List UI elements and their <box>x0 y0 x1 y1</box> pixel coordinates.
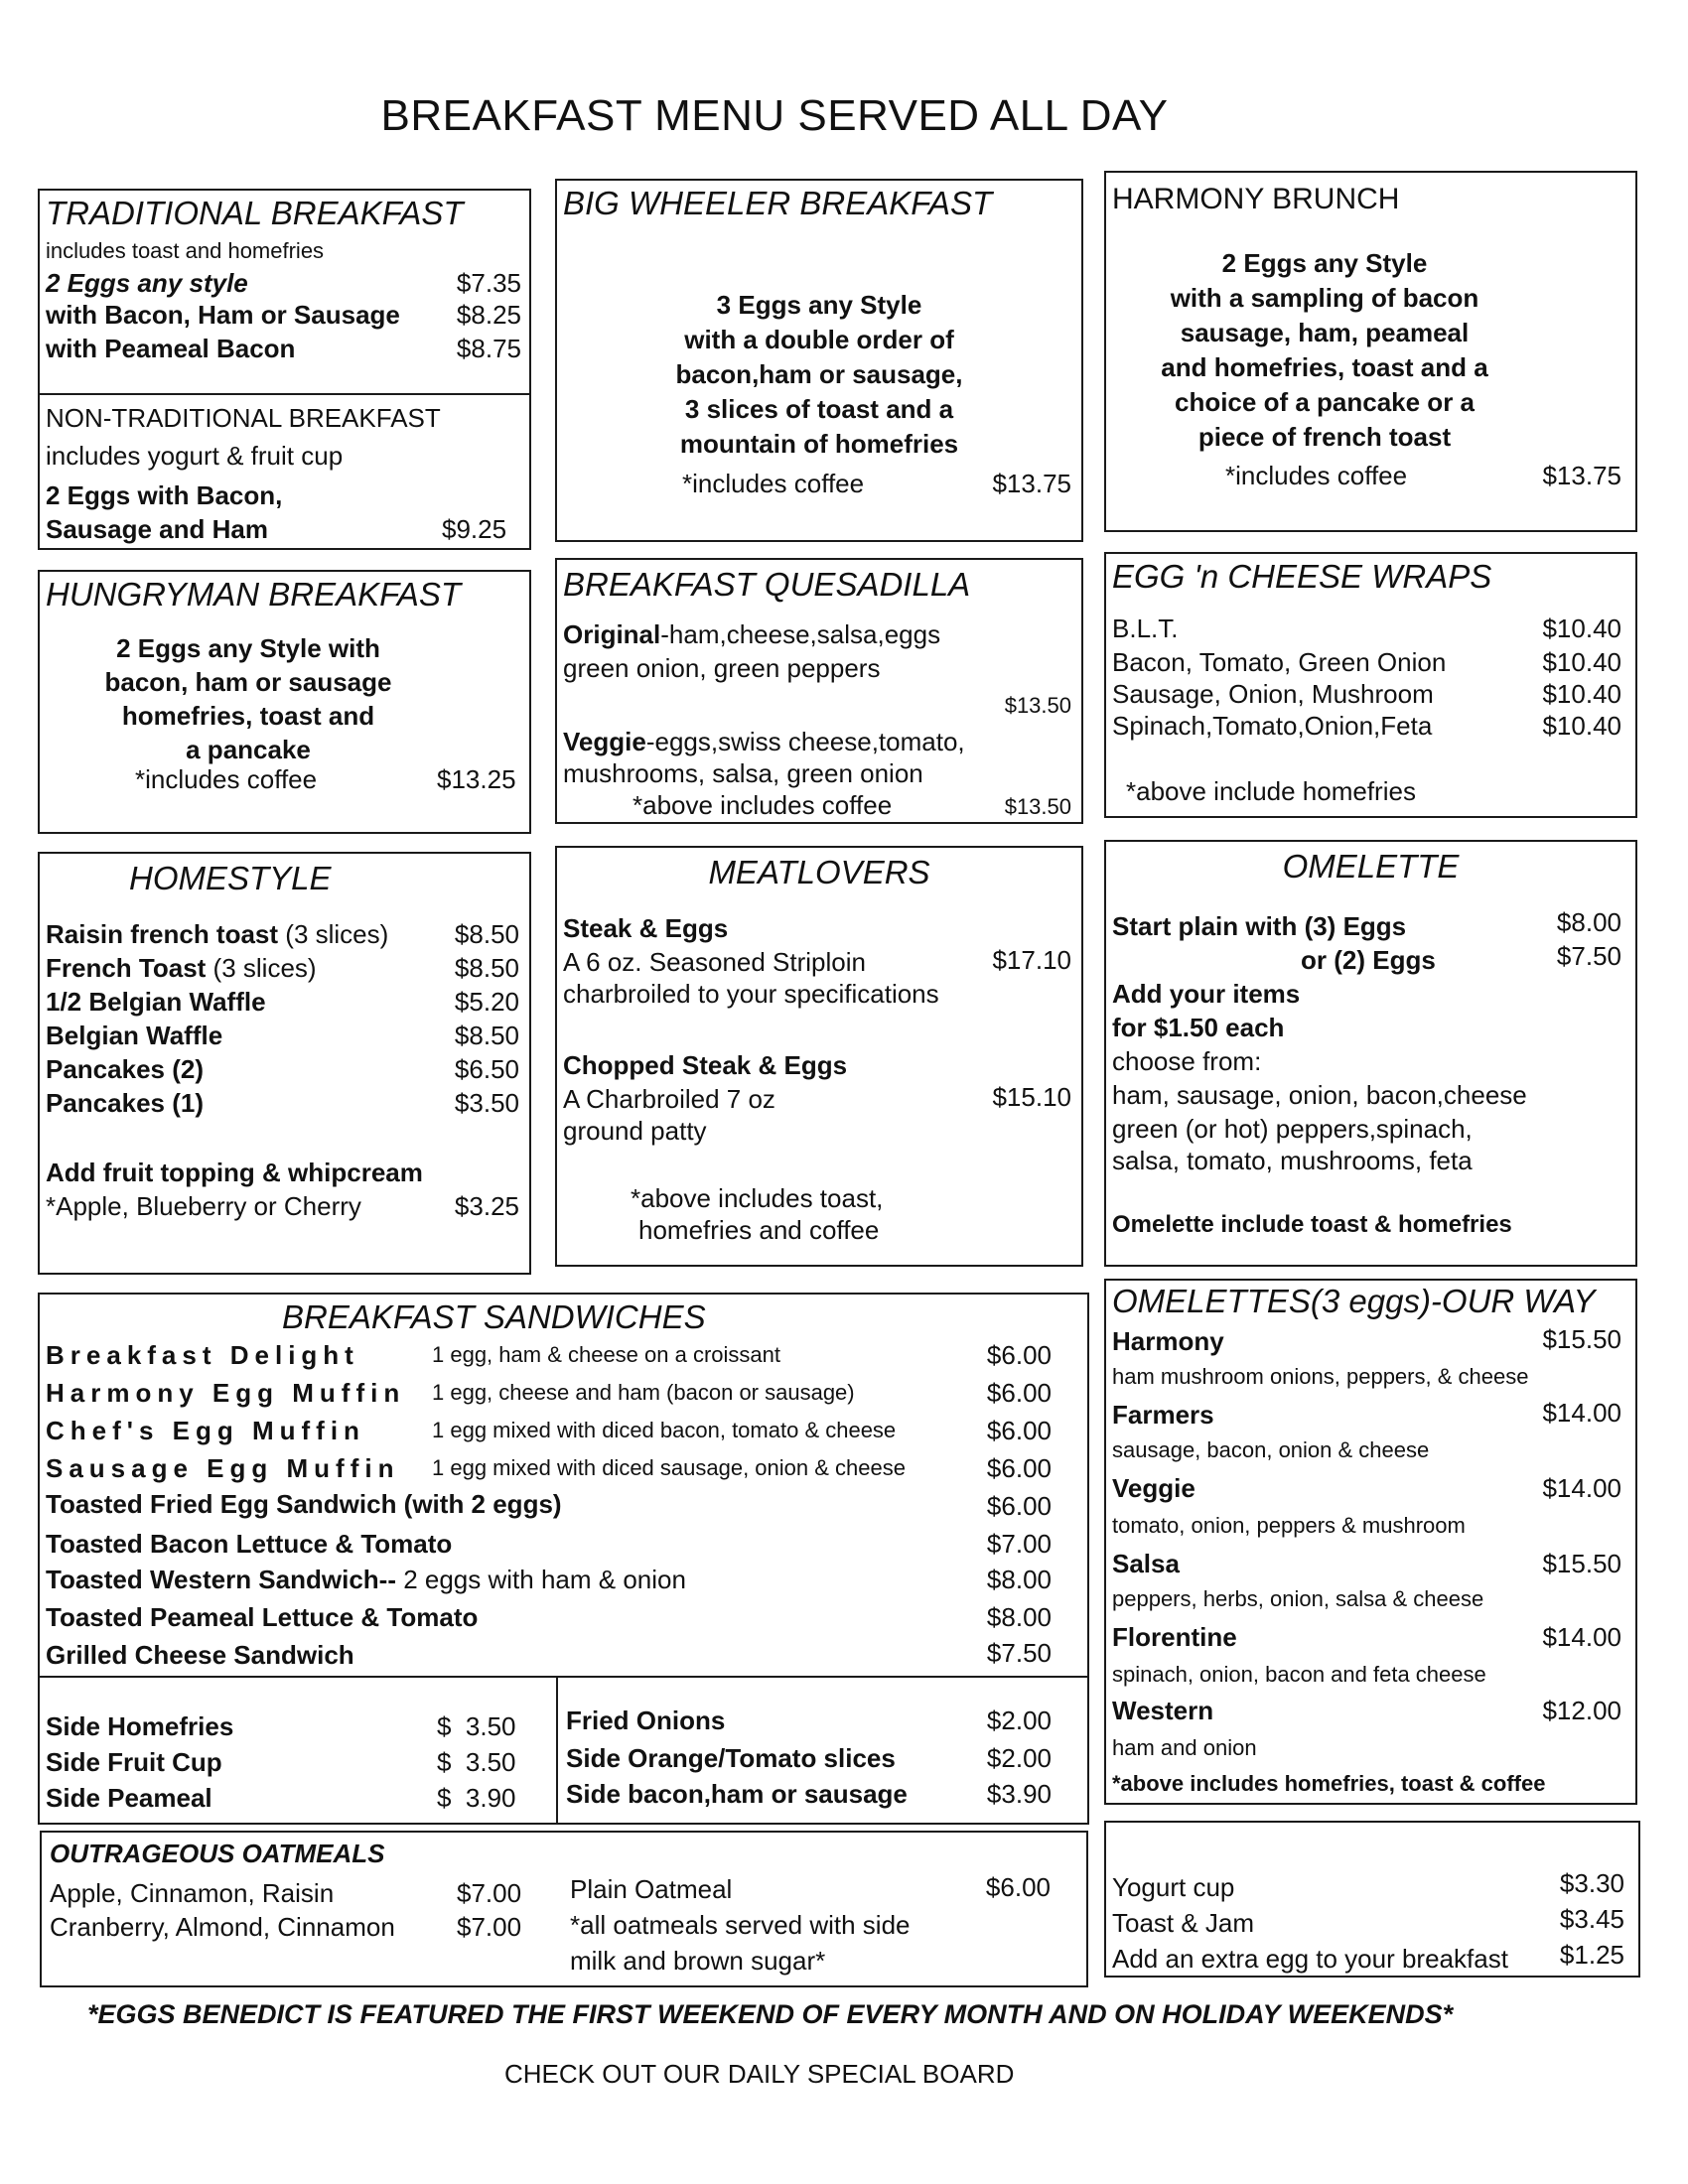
section-heading: MEATLOVERS <box>708 854 930 890</box>
menu-item-desc: with a sampling of bacon <box>1170 283 1479 313</box>
menu-item-name: with Peameal Bacon <box>46 334 296 363</box>
side-item-price: $2.00 <box>986 1706 1052 1735</box>
menu-item-price: $3.25 <box>454 1191 519 1221</box>
menu-item-name: Steak & Eggs <box>563 913 729 943</box>
section-heading: BREAKFAST QUESADILLA <box>563 566 971 603</box>
menu-item-price: $6.00 <box>986 1378 1052 1408</box>
menu-item-price: $5.20 <box>454 987 519 1017</box>
homestyle-section <box>38 852 531 1275</box>
side-item-name: Side Orange/Tomato slices <box>566 1743 896 1773</box>
eggs-benedict-notice: *EGGS BENEDICT IS FEATURED THE FIRST WEEKEND OF EVERY MONTH AND ON HOLIDAY WEEKENDS* <box>87 1999 1454 2029</box>
menu-item-name: Salsa <box>1112 1549 1180 1578</box>
menu-item-desc: 1 egg, cheese and ham (bacon or sausage) <box>432 1380 855 1405</box>
menu-item-desc: spinach, onion, bacon and feta cheese <box>1112 1662 1486 1687</box>
menu-item-price: $9.25 <box>442 514 507 544</box>
menu-item-desc: sausage, bacon, onion & cheese <box>1112 1437 1430 1462</box>
section-heading: HARMONY BRUNCH <box>1112 183 1400 215</box>
menu-item-desc: -eggs,swiss cheese,tomato, <box>645 727 965 756</box>
section-heading: OUTRAGEOUS OATMEALS <box>50 1839 385 1868</box>
menu-item-desc: charbroiled to your specifications <box>563 979 939 1009</box>
menu-item-name: Grilled Cheese Sandwich <box>46 1640 354 1670</box>
section-heading: EGG 'n CHEESE WRAPS <box>1112 558 1492 595</box>
egg-cheese-wraps-section <box>1104 552 1637 818</box>
divider <box>556 1676 558 1823</box>
menu-item-desc: 2 Eggs any Style with <box>116 633 380 663</box>
menu-item-desc: green onion, green peppers <box>563 653 881 683</box>
menu-item-name: Cranberry, Almond, Cinnamon <box>50 1912 395 1942</box>
menu-item-price: $14.00 <box>1542 1398 1621 1428</box>
menu-item-price: $10.40 <box>1542 647 1621 677</box>
section-note: includes yogurt & fruit cup <box>46 441 344 471</box>
menu-item-price: $1.25 <box>1559 1940 1624 1970</box>
menu-item-name: Veggie <box>563 727 646 756</box>
menu-item-name: Chopped Steak & Eggs <box>563 1050 848 1080</box>
quesadilla-section <box>555 558 1083 824</box>
menu-item-desc: sausage, ham, peameal <box>1180 318 1470 347</box>
menu-item-name: Toasted Fried Egg Sandwich (with 2 eggs) <box>46 1489 562 1519</box>
menu-item-name: 2 Eggs with Bacon, <box>46 480 283 510</box>
section-note: *includes coffee <box>682 469 865 498</box>
section-note: *above includes homefries, toast & coffee <box>1112 1771 1546 1796</box>
menu-item-desc: -ham,cheese,salsa,eggs <box>660 619 941 649</box>
menu-item-price: $6.50 <box>454 1054 519 1084</box>
menu-item-desc: ground patty <box>563 1116 707 1146</box>
menu-item-price: $12.00 <box>1542 1696 1621 1725</box>
menu-item-name: Apple, Cinnamon, Raisin <box>50 1878 335 1908</box>
menu-item-desc: for $1.50 each <box>1112 1013 1285 1042</box>
menu-item-price: $14.00 <box>1542 1473 1621 1503</box>
menu-item-desc: A Charbroiled 7 oz <box>563 1084 775 1114</box>
menu-item-price: $7.00 <box>457 1878 522 1908</box>
menu-item-desc: and homefries, toast and a <box>1161 352 1488 382</box>
section-heading: TRADITIONAL BREAKFAST <box>46 195 464 231</box>
omelettes-our-way-section <box>1104 1279 1637 1805</box>
omelette-section <box>1104 840 1637 1267</box>
section-note: *includes coffee <box>135 764 318 794</box>
menu-item-name: Original <box>563 619 661 649</box>
menu-item-name: 1/2 Belgian Waffle <box>46 987 266 1017</box>
menu-item-extra: (3 slices) <box>278 919 389 949</box>
page-title: BREAKFAST MENU SERVED ALL DAY <box>380 91 1169 140</box>
oatmeals-section <box>40 1831 1088 1987</box>
menu-item-desc: bacon,ham or sausage, <box>675 359 963 389</box>
menu-item-desc: choose from: <box>1112 1046 1262 1076</box>
menu-item-price: $8.50 <box>454 953 519 983</box>
meatlovers-section <box>555 846 1083 1267</box>
menu-item-name: Spinach,Tomato,Onion,Feta <box>1112 711 1433 741</box>
menu-item-desc: tomato, onion, peppers & mushroom <box>1112 1513 1466 1538</box>
menu-item-price: $3.30 <box>1559 1868 1624 1898</box>
menu-item-price: $7.35 <box>456 268 521 298</box>
divider <box>40 1676 1087 1678</box>
menu-item-desc: *Apple, Blueberry or Cherry <box>46 1191 361 1221</box>
menu-item-name: Harmony <box>1112 1326 1224 1356</box>
menu-item-price: $10.40 <box>1542 711 1621 741</box>
section-note: *all oatmeals served with side <box>570 1910 911 1940</box>
menu-item-price: $15.50 <box>1542 1324 1621 1354</box>
menu-item-desc: green (or hot) peppers,spinach, <box>1112 1114 1473 1144</box>
menu-item-desc: ham mushroom onions, peppers, & cheese <box>1112 1364 1529 1389</box>
section-heading: BREAKFAST SANDWICHES <box>282 1298 706 1335</box>
menu-item-desc: mushrooms, salsa, green onion <box>563 758 923 788</box>
harmony-brunch-section <box>1104 171 1637 532</box>
menu-item-name: Plain Oatmeal <box>570 1874 733 1904</box>
menu-item-price: $8.75 <box>456 334 521 363</box>
menu-item-extra: 2 eggs with ham & onion <box>395 1565 686 1594</box>
menu-item-desc: homefries, toast and <box>121 701 375 731</box>
menu-item-price: $6.00 <box>986 1453 1052 1483</box>
menu-item-price: $13.75 <box>1542 461 1621 490</box>
divider <box>40 393 529 395</box>
menu-item-name: Harmony Egg Muffin <box>46 1378 406 1408</box>
menu-item-desc: 2 Eggs any Style <box>1221 248 1428 278</box>
section-heading: HUNGRYMAN BREAKFAST <box>46 576 462 613</box>
menu-item-name: Yogurt cup <box>1112 1872 1235 1902</box>
menu-item-name: Breakfast Delight <box>46 1340 359 1370</box>
menu-item-name: Pancakes (1) <box>46 1088 204 1118</box>
menu-item-desc: a pancake <box>186 735 311 764</box>
menu-item-name: Toast & Jam <box>1112 1908 1255 1938</box>
menu-item-name: Start plain with (3) Eggs <box>1112 911 1407 941</box>
side-item-name: Side Fruit Cup <box>46 1747 222 1777</box>
side-item-name: Side Peameal <box>46 1783 212 1813</box>
side-item-name: Side bacon,ham or sausage <box>566 1779 908 1809</box>
big-wheeler-section <box>555 179 1083 542</box>
menu-item-price: $6.00 <box>986 1340 1052 1370</box>
menu-item-desc: bacon, ham or sausage <box>104 667 392 697</box>
menu-item-name: B.L.T. <box>1112 614 1179 643</box>
extras-section <box>1104 1821 1640 1978</box>
menu-item-price: $7.50 <box>986 1638 1052 1668</box>
section-note: homefries and coffee <box>638 1215 880 1245</box>
menu-item-desc: choice of a pancake or a <box>1174 387 1475 417</box>
section-note: *above includes toast, <box>631 1183 884 1213</box>
menu-item-name: or (2) Eggs <box>1301 945 1436 975</box>
menu-item-price: $8.50 <box>454 1021 519 1050</box>
menu-item-price: $3.45 <box>1559 1904 1624 1934</box>
menu-item-desc: salsa, tomato, mushrooms, feta <box>1112 1146 1473 1175</box>
menu-item-price: $8.50 <box>454 919 519 949</box>
menu-item-price: $10.40 <box>1542 614 1621 643</box>
menu-item-price: $6.00 <box>986 1491 1052 1521</box>
menu-item-price: $6.00 <box>986 1416 1052 1445</box>
menu-item-desc: Add your items <box>1112 979 1301 1009</box>
menu-item-name: with Bacon, Ham or Sausage <box>46 300 400 330</box>
menu-item-name: Florentine <box>1112 1622 1237 1652</box>
menu-item-name: Toasted Peameal Lettuce & Tomato <box>46 1602 479 1632</box>
menu-item-name: Add an extra egg to your breakfast <box>1112 1944 1508 1974</box>
menu-item-price: $7.00 <box>986 1529 1052 1559</box>
menu-item-desc: 1 egg mixed with diced bacon, tomato & cheese <box>432 1418 897 1442</box>
menu-item-price: $15.50 <box>1542 1549 1621 1578</box>
breakfast-sandwiches-section <box>38 1293 1089 1825</box>
hungryman-section <box>38 570 531 834</box>
menu-item-desc: mountain of homefries <box>679 429 959 459</box>
daily-special-notice: CHECK OUT OUR DAILY SPECIAL BOARD <box>504 2059 1015 2089</box>
menu-item-price: $13.75 <box>992 469 1071 498</box>
menu-item-price: $13.50 <box>1004 794 1071 819</box>
menu-item-extra: (3 slices) <box>206 953 317 983</box>
menu-item-name: 2 Eggs any style <box>46 268 248 298</box>
section-note: milk and brown sugar* <box>570 1946 826 1976</box>
menu-item-desc: 1 egg mixed with diced sausage, onion & cheese <box>432 1455 906 1480</box>
menu-item-desc: 3 Eggs any Style <box>716 290 922 320</box>
section-heading: OMELETTE <box>1282 848 1460 885</box>
section-note: *above includes coffee <box>633 790 893 820</box>
menu-item-name: Veggie <box>1112 1473 1196 1503</box>
side-item-price: $ 3.50 <box>437 1711 516 1741</box>
menu-item-desc: 3 slices of toast and a <box>684 394 954 424</box>
menu-item-name: Sausage Egg Muffin <box>46 1453 400 1483</box>
menu-item-name: Sausage and Ham <box>46 514 268 544</box>
menu-item-name: Add fruit topping & whipcream <box>46 1158 423 1187</box>
menu-item-price: $13.25 <box>437 764 516 794</box>
menu-item-price: $8.00 <box>986 1602 1052 1632</box>
menu-item-desc: ham and onion <box>1112 1735 1257 1760</box>
section-heading: BIG WHEELER BREAKFAST <box>563 185 993 221</box>
side-item-price: $ 3.90 <box>437 1783 516 1813</box>
menu-item-price: $6.00 <box>985 1872 1051 1902</box>
traditional-breakfast-section <box>38 189 531 550</box>
menu-item-name: Toasted Bacon Lettuce & Tomato <box>46 1529 453 1559</box>
menu-item-price: $7.50 <box>1556 941 1621 971</box>
menu-item-name: Raisin french toast <box>46 919 279 949</box>
menu-item-price: $17.10 <box>992 945 1071 975</box>
section-note: *includes coffee <box>1225 461 1408 490</box>
menu-item-name: Bacon, Tomato, Green Onion <box>1112 647 1447 677</box>
menu-item-desc: A 6 oz. Seasoned Striploin <box>563 947 866 977</box>
menu-item-desc: ham, sausage, onion, bacon,cheese <box>1112 1080 1527 1110</box>
menu-item-price: $3.50 <box>454 1088 519 1118</box>
side-item-price: $3.90 <box>986 1779 1052 1809</box>
section-heading: HOMESTYLE <box>129 860 332 896</box>
menu-item-price: $7.00 <box>457 1912 522 1942</box>
menu-item-name: Sausage, Onion, Mushroom <box>1112 679 1434 709</box>
menu-item-name: Farmers <box>1112 1400 1214 1430</box>
menu-item-price: $15.10 <box>992 1082 1071 1112</box>
menu-item-name: Western <box>1112 1696 1214 1725</box>
side-item-price: $2.00 <box>986 1743 1052 1773</box>
menu-item-price: $14.00 <box>1542 1622 1621 1652</box>
menu-item-name: French Toast <box>46 953 207 983</box>
menu-item-price: $13.50 <box>1004 693 1071 718</box>
section-note: Omelette include toast & homefries <box>1112 1211 1512 1238</box>
menu-item-price: $8.00 <box>1556 907 1621 937</box>
menu-item-desc: piece of french toast <box>1197 422 1452 452</box>
menu-item-name: Toasted Western Sandwich-- <box>46 1565 396 1594</box>
section-note: *above include homefries <box>1126 776 1416 806</box>
section-note: includes toast and homefries <box>46 238 325 263</box>
menu-item-price: $8.25 <box>456 300 521 330</box>
menu-item-desc: 1 egg, ham & cheese on a croissant <box>432 1342 780 1367</box>
menu-item-desc: peppers, herbs, onion, salsa & cheese <box>1112 1586 1484 1611</box>
menu-item-name: Belgian Waffle <box>46 1021 223 1050</box>
menu-item-desc: with a double order of <box>684 325 954 354</box>
side-item-name: Side Homefries <box>46 1711 234 1741</box>
menu-item-price: $8.00 <box>986 1565 1052 1594</box>
section-heading: NON-TRADITIONAL BREAKFAST <box>46 403 441 433</box>
menu-item-name: Chef's Egg Muffin <box>46 1416 365 1445</box>
side-item-price: $ 3.50 <box>437 1747 516 1777</box>
menu-item-name: Pancakes (2) <box>46 1054 204 1084</box>
menu-item-price: $10.40 <box>1542 679 1621 709</box>
side-item-name: Fried Onions <box>566 1706 726 1735</box>
section-heading: OMELETTES(3 eggs)-OUR WAY <box>1112 1283 1596 1319</box>
